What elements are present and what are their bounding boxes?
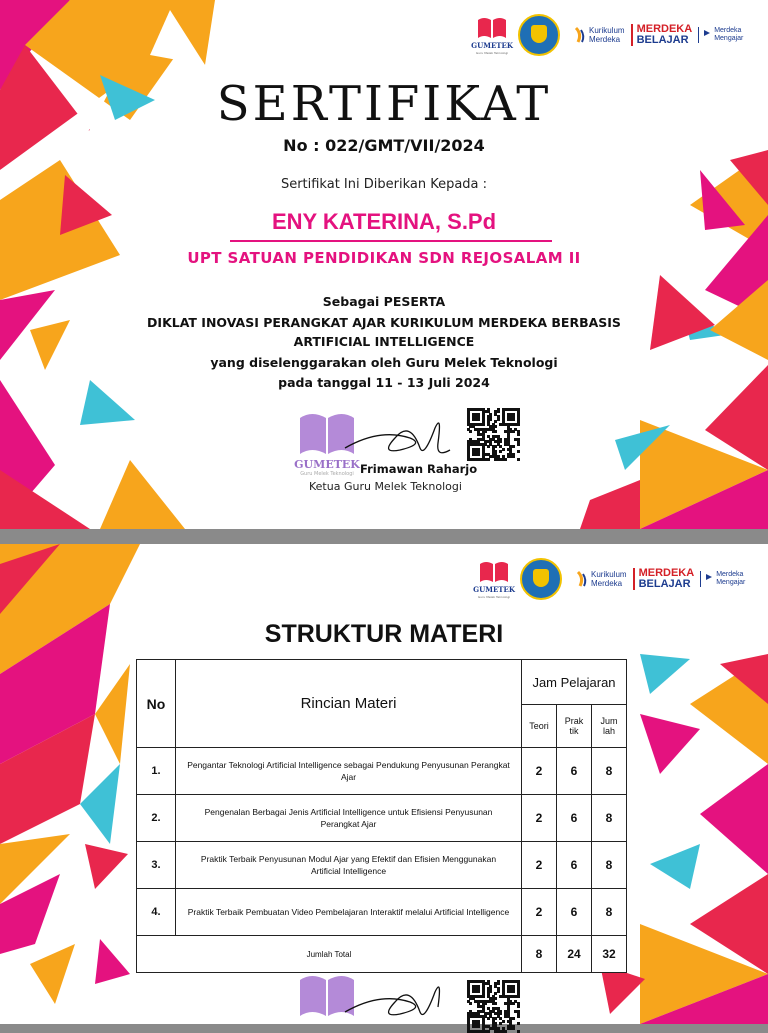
qr-module xyxy=(482,995,485,998)
merdeka-belajar-logo: MERDEKA BELAJAR xyxy=(631,24,693,46)
header-logos xyxy=(471,14,744,56)
merdeka-belajar-logo: MERDEKA BELAJAR xyxy=(633,568,695,590)
qr-module xyxy=(477,990,480,993)
merdeka-mengajar-logo: Merdeka Mengajar xyxy=(700,571,745,587)
row-rincian: Praktik Terbaik Pembuatan Video Pembelajaran Interaktif melalui Artificial Intelligence xyxy=(176,889,522,936)
qr-module xyxy=(517,458,520,461)
signature-scribble xyxy=(340,972,460,1024)
merdeka-mengajar-logo: Merdeka Mengajar xyxy=(698,27,743,43)
svg-text:Guru Melek Teknologi: Guru Melek Teknologi xyxy=(477,595,511,599)
header-rincian: Rincian Materi xyxy=(176,660,522,748)
total-row xyxy=(137,936,627,973)
qr-module xyxy=(512,990,515,993)
row-no: 1. xyxy=(137,748,176,795)
signer-title: Ketua Guru Melek Teknologi xyxy=(309,480,462,493)
total-teori: 8 xyxy=(522,936,557,973)
row-rincian: Praktik Terbaik Penyusunan Modul Ajar yang Efektif dan Efisien Menggunakan Artificial Intelligence xyxy=(176,842,522,889)
svg-text:GUMETEK: GUMETEK xyxy=(294,458,360,471)
signature-scribble xyxy=(340,408,460,468)
qr-module xyxy=(512,418,515,421)
gumetek-logo xyxy=(471,14,513,56)
qr-module xyxy=(469,430,472,433)
qr-module xyxy=(504,458,507,461)
qr-module xyxy=(482,423,485,426)
qr-module xyxy=(499,1022,502,1025)
table-row xyxy=(137,889,627,936)
row-praktik: 6 xyxy=(557,748,592,795)
qr-module xyxy=(494,430,497,433)
header-praktik: Prak tik xyxy=(557,705,592,748)
header-no: No xyxy=(137,660,176,748)
gumetek-logo xyxy=(473,558,515,600)
qr-code xyxy=(467,980,519,1024)
given-to-label: Sertifikat Ini Diberikan Kepada : xyxy=(280,177,488,192)
qr-module xyxy=(512,430,515,433)
row-teori: 2 xyxy=(522,842,557,889)
qr-module xyxy=(517,423,520,426)
header-teori: Teori xyxy=(522,705,557,748)
row-praktik: 6 xyxy=(557,889,592,936)
header-logos xyxy=(473,558,746,600)
qr-module xyxy=(512,455,515,458)
qr-module xyxy=(512,1002,515,1005)
row-praktik: 6 xyxy=(557,842,592,889)
recipient-name: ENY KATERINA, S.Pd xyxy=(271,209,497,234)
qr-module xyxy=(487,1017,490,1020)
qr-code xyxy=(467,408,519,460)
event-date: pada tanggal 11 - 13 Juli 2024 xyxy=(278,375,490,390)
materi-title: STRUKTUR MATERI xyxy=(264,620,504,648)
table-row xyxy=(137,842,627,889)
row-teori: 2 xyxy=(522,795,557,842)
qr-module xyxy=(469,1002,472,1005)
event-name-line1: DIKLAT INOVASI PERANGKAT AJAR KURIKULUM MERDEKA BERBASIS xyxy=(147,315,621,330)
qr-module xyxy=(517,1015,520,1018)
organizer-line: yang diselenggarakan oleh Guru Melek Teknologi xyxy=(210,355,558,370)
certificate-number: No : 022/GMT/VII/2024 xyxy=(283,136,485,155)
row-jumlah: 8 xyxy=(592,889,627,936)
svg-text:Guru Melek Teknologi: Guru Melek Teknologi xyxy=(475,51,509,55)
qr-module xyxy=(477,1025,480,1028)
tut-wuri-handayani-logo xyxy=(518,14,560,56)
qr-module xyxy=(487,1030,490,1033)
qr-module xyxy=(517,1005,520,1008)
row-jumlah: 8 xyxy=(592,842,627,889)
row-teori: 2 xyxy=(522,748,557,795)
qr-module xyxy=(517,443,520,446)
qr-module xyxy=(487,445,490,448)
recipient-school: UPT SATUAN PENDIDIKAN SDN REJOSALAM II xyxy=(187,249,581,267)
name-underline xyxy=(230,240,552,242)
total-jumlah: 32 xyxy=(592,936,627,973)
svg-text:GUMETEK: GUMETEK xyxy=(473,585,515,594)
table-row xyxy=(137,748,627,795)
materi-table xyxy=(136,659,627,973)
kurikulum-merdeka-logo: Kurikulum Merdeka xyxy=(574,26,625,44)
qr-module xyxy=(499,450,502,453)
header-jam-pelajaran: Jam Pelajaran xyxy=(522,660,627,705)
qr-module xyxy=(517,1030,520,1033)
qr-module xyxy=(494,1002,497,1005)
row-jumlah: 8 xyxy=(592,795,627,842)
qr-module xyxy=(517,450,520,453)
qr-module xyxy=(517,995,520,998)
row-no: 2. xyxy=(137,795,176,842)
svg-text:Guru Melek Teknologi: Guru Melek Teknologi xyxy=(300,471,354,477)
row-rincian: Pengantar Teknologi Artificial Intelligence sebagai Pendukung Penyusunan Perangkat Ajar xyxy=(176,748,522,795)
qr-module xyxy=(517,1022,520,1025)
row-rincian: Pengenalan Berbagai Jenis Artificial Intelligence untuk Efisiensi Penyusunan Perangkat Ajar xyxy=(176,795,522,842)
kurikulum-merdeka-logo: Kurikulum Merdeka xyxy=(576,570,627,588)
qr-module xyxy=(487,458,490,461)
qr-module xyxy=(512,1027,515,1030)
header-jumlah: Jum lah xyxy=(592,705,627,748)
participant-role: Sebagai PESERTA xyxy=(322,294,446,309)
certificate-title: SERTIFIKAT xyxy=(216,76,552,132)
signer-name: Frimawan Raharjo xyxy=(360,462,478,476)
tut-wuri-handayani-logo xyxy=(520,558,562,600)
curriculum-structure-page xyxy=(0,544,768,1024)
qr-module xyxy=(504,1030,507,1033)
row-teori: 2 xyxy=(522,889,557,936)
table-row xyxy=(137,795,627,842)
qr-module xyxy=(477,418,480,421)
row-jumlah: 8 xyxy=(592,748,627,795)
event-name-line2: ARTIFICIAL INTELLIGENCE xyxy=(293,334,475,349)
svg-text:GUMETEK: GUMETEK xyxy=(471,41,513,50)
row-praktik: 6 xyxy=(557,795,592,842)
total-label: Jumlah Total xyxy=(137,936,522,973)
row-no: 3. xyxy=(137,842,176,889)
qr-module xyxy=(517,433,520,436)
total-praktik: 24 xyxy=(557,936,592,973)
row-no: 4. xyxy=(137,889,176,936)
qr-module xyxy=(477,453,480,456)
